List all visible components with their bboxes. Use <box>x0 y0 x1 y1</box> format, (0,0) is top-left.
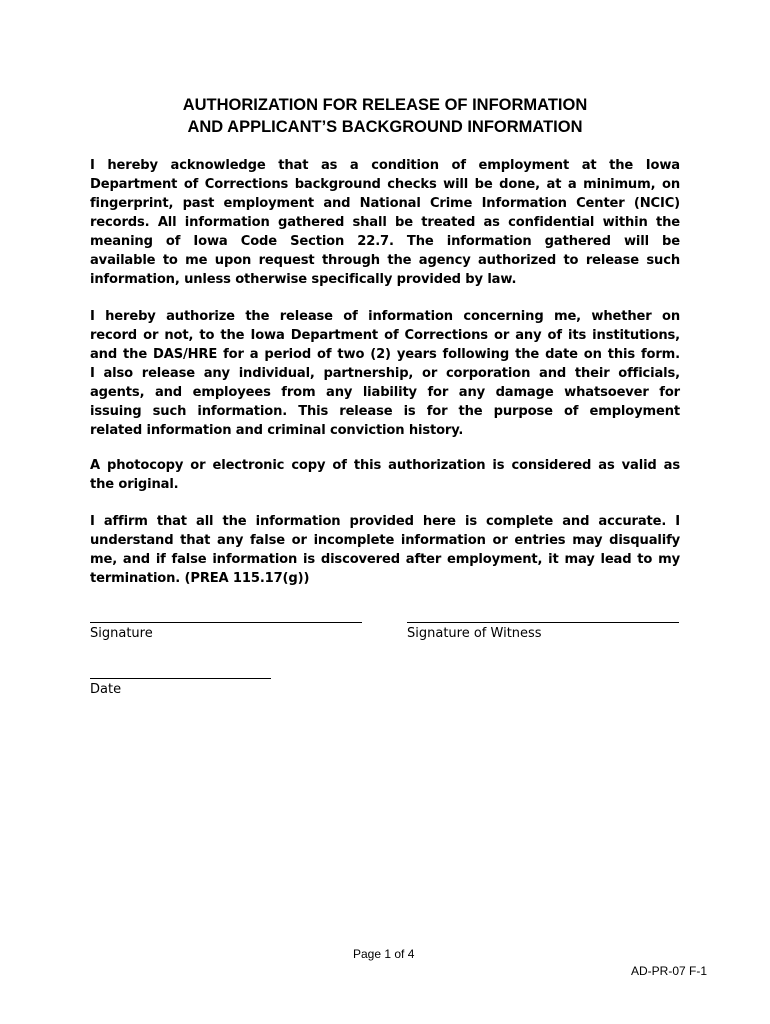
date-line[interactable] <box>90 678 271 679</box>
document-title-line-1 <box>90 94 680 116</box>
signature-line[interactable] <box>90 622 362 623</box>
witness-signature-label: Signature of Witness <box>407 626 542 641</box>
paragraph-line: me, and if false information is discovered after employment, it may lead to my <box>90 552 680 567</box>
paragraph-line: I hereby acknowledge that as a condition of employment at the Iowa <box>90 158 680 173</box>
paragraph-line: issuing such information. This release is for the purpose of employment <box>90 404 680 419</box>
paragraph-line: A photocopy or electronic copy of this authorization is considered as valid as <box>90 458 680 473</box>
paragraph-line: I also release any individual, partnership, or corporation and their officials, <box>90 366 680 381</box>
paragraph-line: and the DAS/HRE for a period of two (2) years following the date on this form. <box>90 347 680 362</box>
signature-label: Signature <box>90 626 153 641</box>
paragraph-acknowledgement <box>90 156 680 289</box>
paragraph-line: agents, and employees from any liability for any damage whatsoever for <box>90 385 680 400</box>
paragraph-line: record or not, to the Iowa Department of Corrections or any of its institutions, <box>90 328 680 343</box>
date-label: Date <box>90 682 122 697</box>
document-title-line-2 <box>90 116 680 138</box>
paragraph-line: the original. <box>90 477 179 492</box>
paragraph-line: records. All information gathered shall be treated as confidential within the <box>90 215 680 230</box>
paragraph-line: I affirm that all the information provided here is complete and accurate. I <box>90 514 680 529</box>
form-code: AD-PR-07 F-1 <box>631 964 708 978</box>
paragraph-authorization <box>90 307 680 440</box>
paragraph-line: termination. (PREA 115.17(g)) <box>90 571 310 586</box>
title-line: AUTHORIZATION FOR RELEASE OF INFORMATION <box>182 96 588 114</box>
witness-signature-line[interactable] <box>407 622 679 623</box>
page-number: Page 1 of 4 <box>353 947 415 961</box>
paragraph-affirmation <box>90 512 680 588</box>
paragraph-line: related information and criminal conviction history. <box>90 423 464 438</box>
paragraph-line: I hereby authorize the release of information concerning me, whether on <box>90 309 680 324</box>
paragraph-line: available to me upon request through the agency authorized to release such <box>90 253 680 268</box>
paragraph-line: understand that any false or incomplete information or entries may disqualify <box>90 533 680 548</box>
paragraph-line: information, unless otherwise specifically provided by law. <box>90 272 517 287</box>
paragraph-photocopy <box>90 456 680 494</box>
paragraph-line: meaning of Iowa Code Section 22.7. The information gathered will be <box>90 234 680 249</box>
paragraph-line: fingerprint, past employment and National Crime Information Center (NCIC) <box>90 196 680 211</box>
paragraph-line: Department of Corrections background checks will be done, at a minimum, on <box>90 177 680 192</box>
title-line: AND APPLICANT’S BACKGROUND INFORMATION <box>187 118 583 136</box>
